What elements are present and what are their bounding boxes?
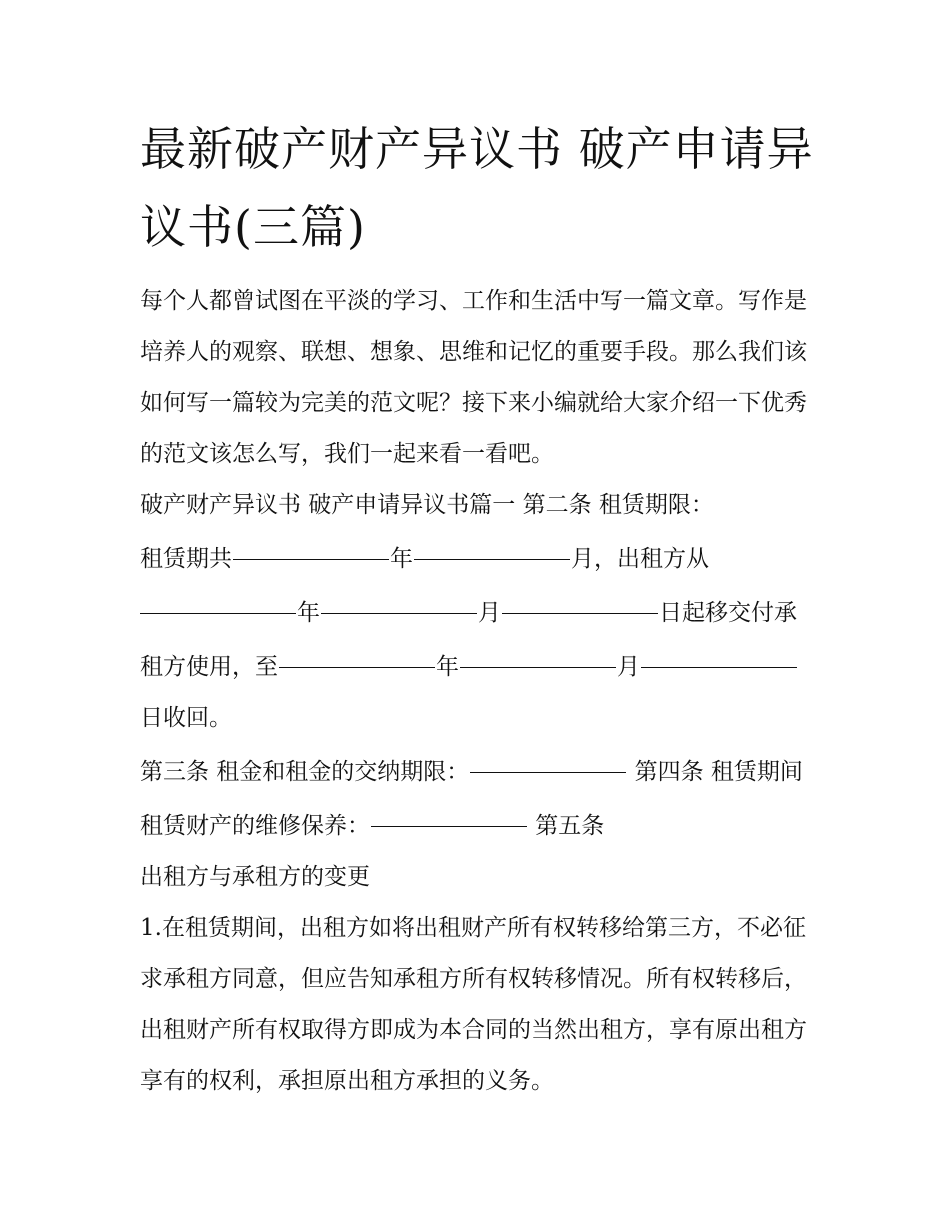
lease-term-prefix: 租赁期共 [140,546,232,572]
return-year-label: 年 [436,654,459,680]
blank-line [641,633,797,668]
lessor-from-text: ，出租方从 [594,546,709,572]
blank-line [279,633,435,668]
blank-line [233,525,389,560]
delivery-year-label: 年 [297,600,320,626]
articles-paragraph [140,744,812,852]
lease-term-paragraph [140,531,812,744]
document-title: 最新破产财产异议书 破产申请异议书(三篇) [140,122,814,254]
blank-line [470,738,626,773]
blank-line [321,579,477,614]
article-5-text: 第五条 [528,813,605,839]
lease-month-label: 月 [571,546,594,572]
blank-line [460,633,616,668]
return-day-text: 日收回。 [140,705,232,731]
blank-line [371,792,527,827]
lease-year-label: 年 [390,546,413,572]
blank-line [414,525,570,560]
blank-line [140,579,296,614]
article-3-text: 第三条 租金和租金的交纳期限： [140,759,470,785]
intro-paragraph: 每个人都曾试图在平淡的学习、工作和生活中写一篇文章。写作是培养人的观察、联想、想象、思维和记忆的重要手段。那么我们该如何写一篇较为完美的范文呢？接下来小编就给大家介绍一下优秀的范文该怎么写，我们一起来看一看吧。 [140,288,807,467]
article-4-text: 第四条 租赁期间租赁财产的维修保养： [140,759,803,839]
clause-1-paragraph: 1.在租赁期间，出租方如将出租财产所有权转移给第三方，不必征求承租方同意，但应告知承租方所有权转移情况。所有权转移后，出租财产所有权取得方即成为本合同的当然出租方，享有原出租方享有的权利，承担原出租方承担的义务。 [140,915,807,1094]
blank-line [502,579,658,614]
delivery-day-text: 日起移交付承租方使用，至 [140,600,797,680]
section-heading: 破产财产异议书 破产申请异议书篇一 第二条 租赁期限： [140,492,714,518]
return-month-label: 月 [617,654,640,680]
document-body [140,276,812,1107]
article-5-title: 出租方与承租方的变更 [140,864,370,890]
delivery-month-label: 月 [478,600,501,626]
